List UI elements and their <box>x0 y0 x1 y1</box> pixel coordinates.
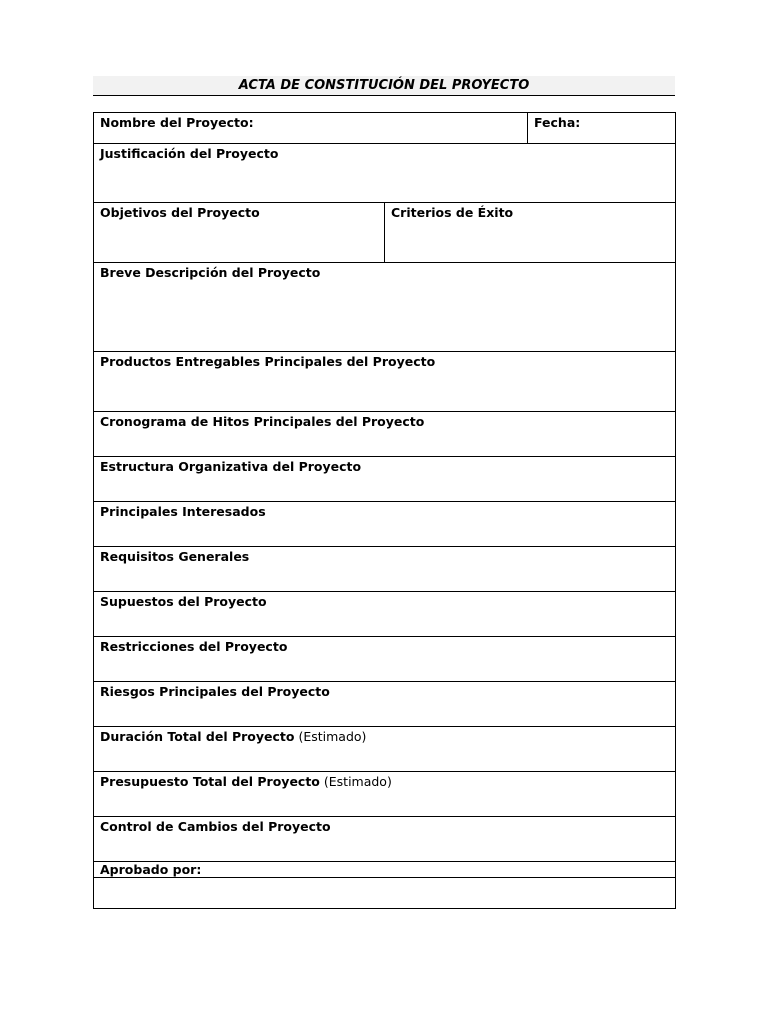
requirements-field[interactable] <box>94 547 676 592</box>
project-name-field[interactable] <box>94 113 528 144</box>
approved-by-header <box>94 862 676 878</box>
deliverables-label: Productos Entregables Principales del Proyecto <box>100 354 436 369</box>
budget-label: Presupuesto Total del Proyecto <box>100 774 320 789</box>
budget-note: (Estimado) <box>319 774 392 789</box>
milestones-field[interactable] <box>94 412 676 457</box>
charter-form-table <box>93 112 676 909</box>
success-criteria-field[interactable] <box>385 203 676 263</box>
justification-label: Justificación del Proyecto <box>100 146 279 161</box>
date-field[interactable] <box>528 113 676 144</box>
stakeholders-field[interactable] <box>94 502 676 547</box>
assumptions-field[interactable] <box>94 592 676 637</box>
duration-field[interactable] <box>94 727 676 772</box>
approved-by-field[interactable] <box>94 878 676 909</box>
milestones-label: Cronograma de Hitos Principales del Proyecto <box>100 414 425 429</box>
project-name-label: Nombre del Proyecto: <box>100 115 254 130</box>
approved-by-label: Aprobado por: <box>100 862 202 877</box>
budget-field[interactable] <box>94 772 676 817</box>
success-criteria-label: Criterios de Éxito <box>391 205 514 220</box>
deliverables-field[interactable] <box>94 352 676 412</box>
objectives-field[interactable] <box>94 203 385 263</box>
assumptions-label: Supuestos del Proyecto <box>100 594 267 609</box>
duration-label: Duración Total del Proyecto <box>100 729 295 744</box>
risks-label: Riesgos Principales del Proyecto <box>100 684 330 699</box>
change-control-field[interactable] <box>94 817 676 862</box>
objectives-label: Objetivos del Proyecto <box>100 205 260 220</box>
description-field[interactable] <box>94 263 676 352</box>
change-control-label: Control de Cambios del Proyecto <box>100 819 331 834</box>
requirements-label: Requisitos Generales <box>100 549 250 564</box>
risks-field[interactable] <box>94 682 676 727</box>
description-label: Breve Descripción del Proyecto <box>100 265 321 280</box>
stakeholders-label: Principales Interesados <box>100 504 266 519</box>
document-title: ACTA DE CONSTITUCIÓN DEL PROYECTO <box>93 76 675 96</box>
org-structure-field[interactable] <box>94 457 676 502</box>
org-structure-label: Estructura Organizativa del Proyecto <box>100 459 362 474</box>
duration-note: (Estimado) <box>294 729 367 744</box>
justification-field[interactable] <box>94 144 676 203</box>
date-label: Fecha: <box>534 115 581 130</box>
constraints-label: Restricciones del Proyecto <box>100 639 288 654</box>
constraints-field[interactable] <box>94 637 676 682</box>
